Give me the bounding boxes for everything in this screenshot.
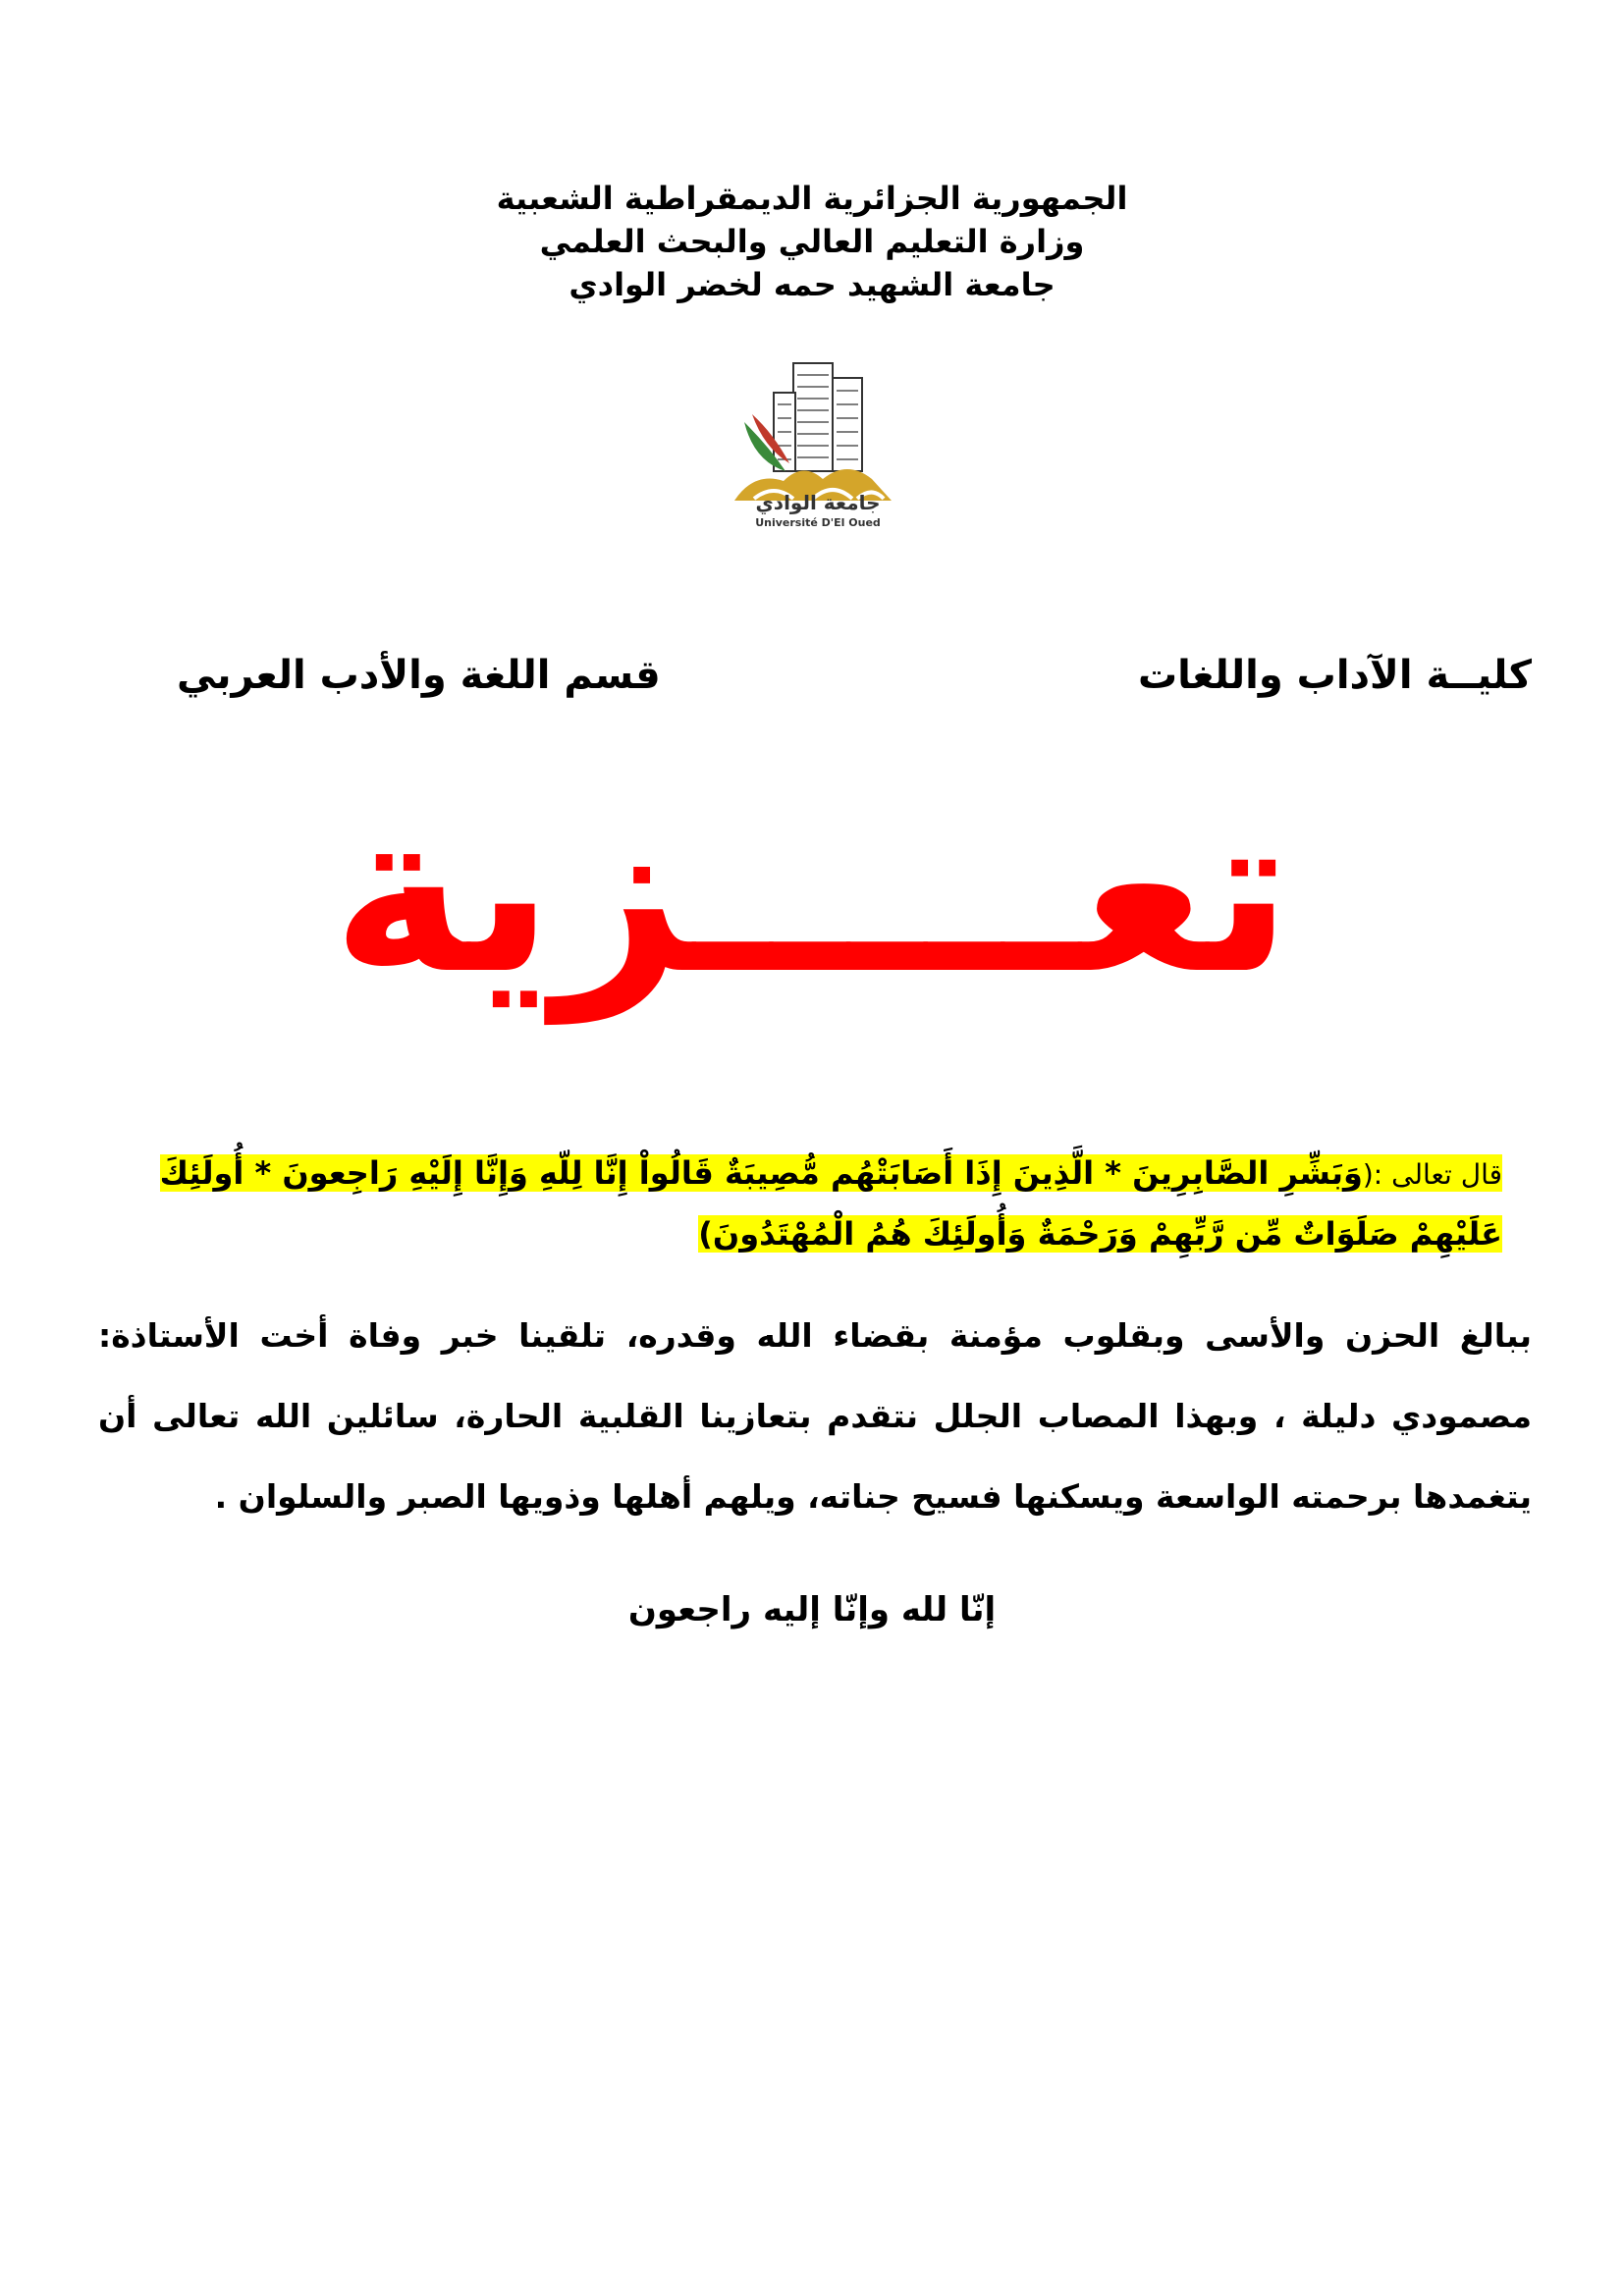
university-name: جامعة الشهيد حمه لخضر الوادي [568, 266, 1056, 303]
faculty-name: كليــة الآداب واللغات [1137, 653, 1532, 698]
closing-phrase: إنّا لله وإنّا إليه راجعون [627, 1590, 997, 1629]
page-title: تعـــــزية [331, 762, 1293, 1024]
ministry-name: وزارة التعليم العالي والبحث العلمي [539, 223, 1085, 260]
condolence-message: ببالغ الحزن والأسى وبقلوب مؤمنة بقضاء الله وقدره، تلقينا خبر وفاة أخت الأستاذة: مصمودي دليلة ، وبهذا المصاب الجلل نتقدم بتعازينا القلبية الحارة، سائلين الله تعالى أن يتغمدها برحمته الواسعة ويسكنها فسيح جناته، ويلهم أهلها وذويها الصبر والسلوان . [98, 1316, 1532, 1516]
university-logo [725, 353, 911, 540]
department-name: قسم اللغة والأدب العربي [177, 653, 661, 698]
logo-arabic-name: جامعة الوادي [755, 491, 881, 514]
quran-verse [118, 1144, 1502, 1263]
logo-latin-name: Université D'El Oued [755, 516, 881, 529]
republic-name: الجمهورية الجزائرية الديمقراطية الشعبية [496, 180, 1128, 217]
faculty-department-row [177, 653, 1532, 712]
verse-text: وَبَشِّرِ الصَّابِرِينَ * الَّذِينَ إِذَا أَصَابَتْهُم مُّصِيبَةٌ قَالُواْ إِنَّا لِلّهِ وَإِنَّا إِلَيْهِ رَاجِعونَ * أُولَئِكَ عَلَيْهِمْ صَلَوَاتٌ مِّن رَّبِّهِمْ وَرَحْمَةٌ وَأُولَئِكَ هُمُ الْمُهْتَدُونَ) [159, 1154, 1502, 1253]
verse-intro: قال تعالى :( [1362, 1158, 1502, 1191]
letterhead [0, 177, 1624, 306]
